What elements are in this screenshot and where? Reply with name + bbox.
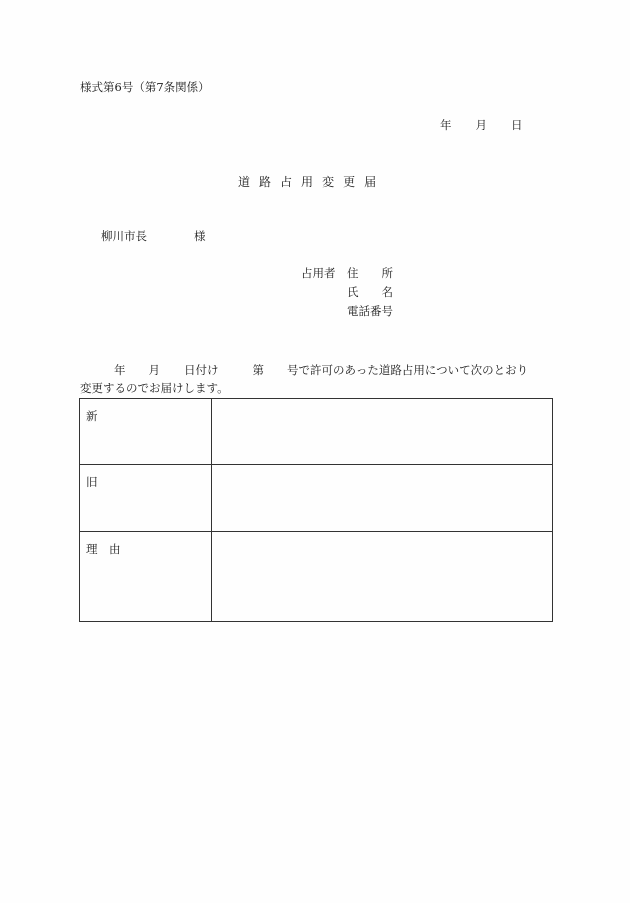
body-number-prefix: 第: [252, 363, 264, 377]
addressee: [101, 231, 206, 243]
body-line1-rest: 号で許可のあった道路占用について次のとおり: [287, 363, 529, 377]
submission-date: [440, 120, 523, 132]
table-row: [80, 399, 553, 465]
title-char: 道: [238, 175, 251, 189]
addressee-name: 柳川市長: [101, 229, 147, 243]
title-char: 用: [301, 175, 314, 189]
applicant-label: 占用者: [301, 266, 336, 280]
old-value-field[interactable]: [212, 465, 553, 532]
date-day-label: 日: [511, 118, 523, 132]
row-label-reason: 理 由: [80, 532, 212, 622]
form-number: 様式第6号（第7条関係）: [80, 80, 210, 94]
body-line2: 変更するのでお届けします。: [80, 381, 229, 395]
phone-label: 電話番号: [347, 304, 393, 318]
row-label-old: 旧: [80, 465, 212, 532]
change-details-table: [79, 398, 553, 622]
date-month-label: 月: [475, 118, 487, 132]
body-year-label: 年: [114, 363, 126, 377]
row-label-new: 新: [80, 399, 212, 465]
title-char: 路: [259, 175, 272, 189]
title-char: 更: [343, 175, 356, 189]
addressee-honorific: 様: [194, 229, 206, 243]
body-month-label: 月: [148, 363, 160, 377]
title-char: 変: [322, 175, 335, 189]
new-value-field[interactable]: [212, 399, 553, 465]
name-label: 氏 名: [347, 285, 393, 299]
title-char: 占: [280, 175, 293, 189]
address-label: 住 所: [347, 266, 393, 280]
title-char: 届: [364, 175, 377, 189]
reason-value-field[interactable]: [212, 532, 553, 622]
table-row: [80, 465, 553, 532]
document-title: [238, 176, 385, 188]
body-dated-label: 日付け: [184, 363, 219, 377]
date-year-label: 年: [440, 118, 452, 132]
table-row: [80, 532, 553, 622]
notification-text: [80, 361, 555, 397]
